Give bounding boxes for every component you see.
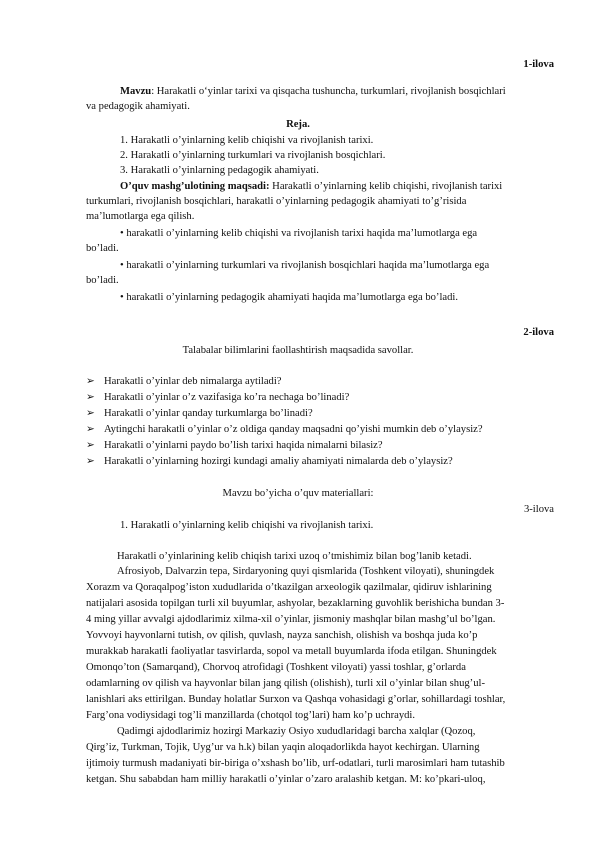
outcome-bullet: • harakatli o’yinlarning turkumlari va rivojlanish bosqichlari haqida ma’lumotlarga ega: [120, 260, 490, 271]
goal-continuation: turkumlari, rivojlanish bosqichlari, harakatli o’yinlarning pedagogik ahamiyati to’g’risida: [86, 196, 467, 207]
arrow-bullet-icon: ➢: [86, 392, 95, 403]
annex3-label: 3-ilova: [523, 504, 554, 515]
arrow-bullet-icon: ➢: [86, 456, 95, 467]
paragraph-line: Qadimgi ajdodlarimiz hozirgi Markaziy Osiyo xududlaridagi barcha xalqlar (Qozoq,: [117, 726, 476, 737]
outcome-bullet: • harakatli o’yinlarning pedagogik ahamiyati haqida ma’lumotlarga ega bo’ladi.: [120, 292, 458, 303]
paragraph-line: Yovvoyi hayvonlarni tutish, ov qilish, quvlash, nayza sanchish, olishish va boshqa juda ko’p: [86, 630, 478, 641]
paragraph-line: lanishlari aks ettirilgan. Bunday holatlar Surxon va Qashqa vohasidagi g’orlar, sohillardagi toshlar,: [86, 694, 506, 705]
paragraph-line: odamlarning ov qilish va hayvonlar bilan jang qilish (olishish), turli xil o’yinlar bilan shug’ul-: [86, 678, 485, 689]
annex2-label: 2-ilova: [523, 327, 554, 338]
topic-continuation: va pedagogik ahamiyati.: [86, 101, 190, 112]
arrow-bullet-icon: ➢: [86, 440, 95, 451]
paragraph-line: natijalari asosida topilgan turli xil buyumlar, ashyolar, bezaklarning guvohlik berishicha bundan 3-: [86, 598, 505, 609]
arrow-bullet-icon: ➢: [86, 424, 95, 435]
question-item: ➢ Harakatli o’yinlar o’z vazifasiga ko’ra nechaga bo’linadi?: [86, 392, 350, 403]
topic-label: Mavzu: [120, 86, 152, 97]
question-item: ➢ Aytingchi harakatli o’yinlar o’z oldiga qanday maqsadni qo’yishi mumkin deb o’ylaysiz?: [86, 424, 483, 435]
paragraph-line: Afrosiyob, Dalvarzin tepa, Sirdaryoning quyi qismlarida (Toshkent viloyati), shuningdek: [117, 566, 495, 577]
goal-line: [120, 179, 502, 194]
paragraph-line: Xorazm va Qoraqalpog’iston xududlarida o’tkazilgan arxeologik qazilmalar, qidiruv ishlarining: [86, 582, 492, 593]
question-item: ➢ Harakatli o’yinlarning hozirgi kundagi amaliy ahamiyati nimalarda deb o’ylaysiz?: [86, 456, 453, 467]
topic-text: : Harakatli o‘yinlar tarixi va qisqacha tushuncha, turkumlari, rivojlanish bosqichlari: [151, 86, 506, 97]
section-title: 1. Harakatli o’yinlarning kelib chiqishi va rivojlanish tarixi.: [120, 520, 374, 531]
paragraph-line: Omonqo’ton (Samarqand), Chorvoq atrofidagi (Toshkent viloyati) yassi toshlar, g’orlarda: [86, 662, 466, 673]
annex1-label: 1-ilova: [523, 59, 554, 70]
paragraph-line: Farg’ona vodiysidagi tog’li manzillarda (chotqol tog’lari) ham ko’p uchraydi.: [86, 710, 416, 721]
paragraph-line: ijtimoiy turmush madaniyati bir-biriga o’xshash bo’lib, urf-odatlari, turli marosimlari ham tutashib: [86, 758, 505, 769]
outcome-bullet-continuation: bo’ladi.: [86, 275, 119, 286]
paragraph-line: murakkab harakatli faoliyatlar tasvirlarda, sopol va metall buyumlarda ifoda etilgan. Shuningdek: [86, 646, 497, 657]
question-item: ➢ Harakatli o’yinlar deb nimalarga aytiladi?: [86, 376, 282, 387]
question-item: ➢ Harakatli o’yinlarni paydo bo’lish tarixi haqida nimalarni bilasiz?: [86, 440, 383, 451]
plan-item: 3. Harakatli o’yinlarning pedagogik ahamiyati.: [120, 165, 319, 176]
paragraph-line: Harakatli o’yinlarining kelib chiqish tarixi uzoq o’tmishimiz bilan bog’lanib ketadi.: [117, 551, 472, 562]
materials-title: Mavzu bo’yicha o’quv materiallari:: [222, 488, 374, 499]
question-item: ➢ Harakatli o’yinlar qanday turkumlarga bo’linadi?: [86, 408, 313, 419]
outcome-bullet-continuation: bo’ladi.: [86, 243, 119, 254]
plan-item: 1. Harakatli o’yinlarning kelib chiqishi va rivojlanish tarixi.: [120, 135, 374, 146]
questions-title: Talabalar bilimlarini faollashtirish maqsadida savollar.: [182, 345, 414, 356]
plan-item: 2. Harakatli o’yinlarning turkumlari va rivojlanish bosqichlari.: [120, 150, 386, 161]
arrow-bullet-icon: ➢: [86, 408, 95, 419]
plan-title: Reja.: [286, 119, 310, 130]
paragraph-line: ketgan. Shu sababdan ham milliy harakatli o’yinlar o’zaro aralashib ketgan. M: ko’pkari-uloq,: [86, 774, 486, 785]
outcome-bullet: • harakatli o’yinlarning kelib chiqishi va rivojlanish tarixi haqida ma’lumotlarga ega: [120, 228, 478, 239]
goal-continuation: ma’lumotlarga ega qilish.: [86, 211, 195, 222]
paragraph-line: 4 ming yillar avvalgi ajdodlarimiz xilma-xil o’yinlar, jismoniy mashqlar bilan mashg’ul bo’lgan.: [86, 614, 496, 625]
arrow-bullet-icon: ➢: [86, 376, 95, 387]
goal-label: O’quv mashg’ulotining maqsadi:: [120, 181, 270, 192]
topic-line: [120, 84, 506, 99]
goal-text: Harakatli o’yinlarning kelib chiqishi, rivojlanish tarixi: [269, 181, 503, 192]
paragraph-line: Qirg’iz, Turkman, Tojik, Uyg’ur va h.k) bilan yaqin aloqadorlikda hayot kechirgan. Ularning: [86, 742, 480, 753]
